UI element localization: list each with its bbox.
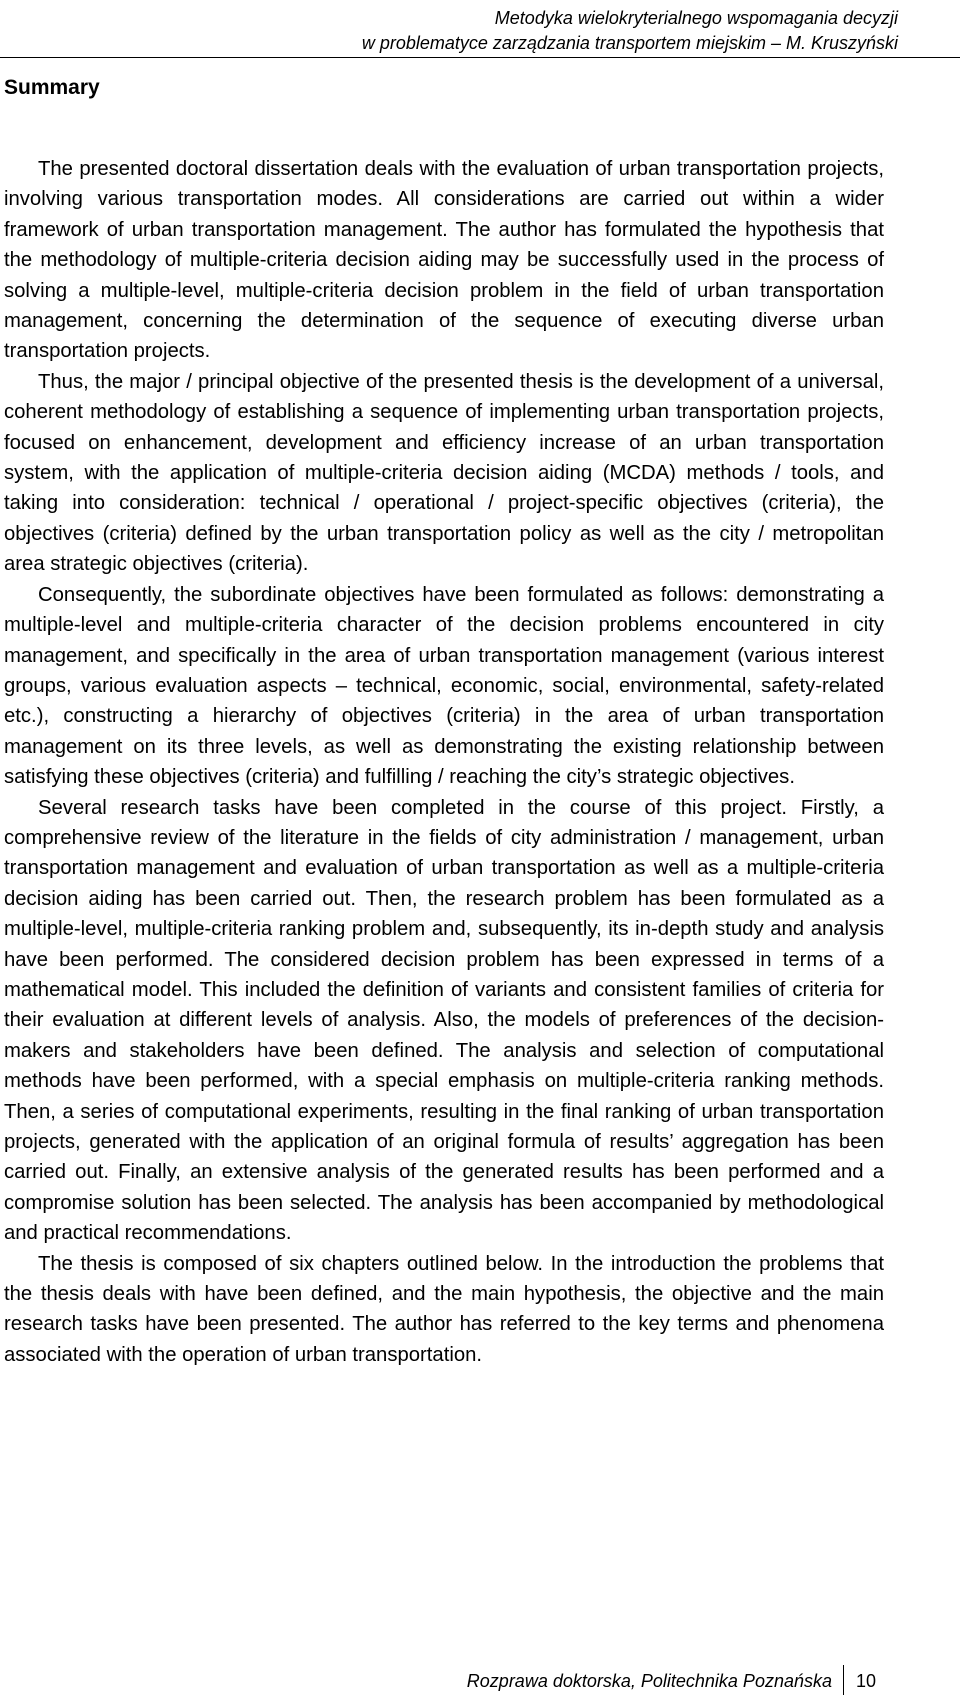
page-number: 10 [856, 1671, 877, 1691]
footer-divider [843, 1665, 844, 1695]
running-header-subtitle: w problematyce zarządzania transportem miejskim – M. Kruszyński [361, 33, 898, 53]
paragraph-2: Thus, the major / principal objective of the presented thesis is the development of a universal, coherent methodology of establishing a sequence of implementing urban transportation projects, focused on enhancement, development and efficiency increase of an urban transportation system, with the application of multiple-criteria decision aiding (MCDA) methods / tools, and taking into consideration: technical / operational / project-specific objectives (criteria), the objectives (criteria) defined by the urban transportation policy as well as the city / metropolitan area strategic objectives (criteria). [4, 370, 884, 576]
footer-source: Rozprawa doktorska, Politechnika Poznańska [466, 1671, 832, 1691]
paragraph-4: Several research tasks have been completed in the course of this project. Firstly, a comprehensive review of the literature in the fields of city administration / management, urban transportation management and evaluation of urban transportation as well as a multiple-criteria decision aiding has been carried out. Then, the research problem has been formulated as a multiple-level, multiple-criteria ranking problem and, subsequently, its in-depth study and analysis have been performed. The considered decision problem has been expressed in terms of a mathematical model. This included the definition of variants and consistent families of criteria for their evaluation at different levels of analysis. Also, the models of preferences of the decision-makers and stakeholders have been defined. The analysis and selection of computational methods have been performed, with a special emphasis on multiple-criteria ranking methods. Then, a series of computational experiments, resulting in the final ranking of urban transportation projects, generated with the application of an original formula of results’ aggregation has been carried out. Finally, an extensive analysis of the generated results has been performed and a compromise solution has been selected. The analysis has been accompanied by methodological and practical recommendations. [4, 796, 884, 1245]
header-rule [0, 57, 960, 58]
paragraph-3: Consequently, the subordinate objectives have been formulated as follows: demonstrating a multiple-level and multiple-criteria character of the decision problems encountered in city management, and specifically in the area of urban transportation management (various interest groups, various evaluation aspects – technical, economic, social, environmental, safety-related etc.), constructing a hierarchy of objectives (criteria) in the area of urban transportation management on its three levels, as well as demonstrating the existing relationship between satisfying these objectives (criteria) and fulfilling / reaching the city’s strategic objectives. [4, 583, 884, 789]
section-title: Summary [4, 76, 100, 99]
body-text [4, 154, 884, 1370]
running-header-title: Metodyka wielokryterialnego wspomagania decyzji [494, 8, 898, 28]
paragraph-1: The presented doctoral dissertation deals with the evaluation of urban transportation projects, involving various transportation modes. All considerations are carried out within a wider framework of urban transportation management. The author has formulated the hypothesis that the methodology of multiple-criteria decision aiding may be successfully used in the process of solving a multiple-level, multiple-criteria decision problem in the field of urban transportation management, concerning the determination of the sequence of executing diverse urban transportation projects. [4, 158, 884, 363]
paragraph-5: The thesis is composed of six chapters outlined below. In the introduction the problems that the thesis deals with have been defined, and the main hypothesis, the objective and the main research tasks have been presented. The author has referred to the key terms and phenomena associated with the operation of urban transportation. [4, 1252, 884, 1366]
running-header [78, 6, 898, 56]
running-footer [0, 1669, 960, 1695]
